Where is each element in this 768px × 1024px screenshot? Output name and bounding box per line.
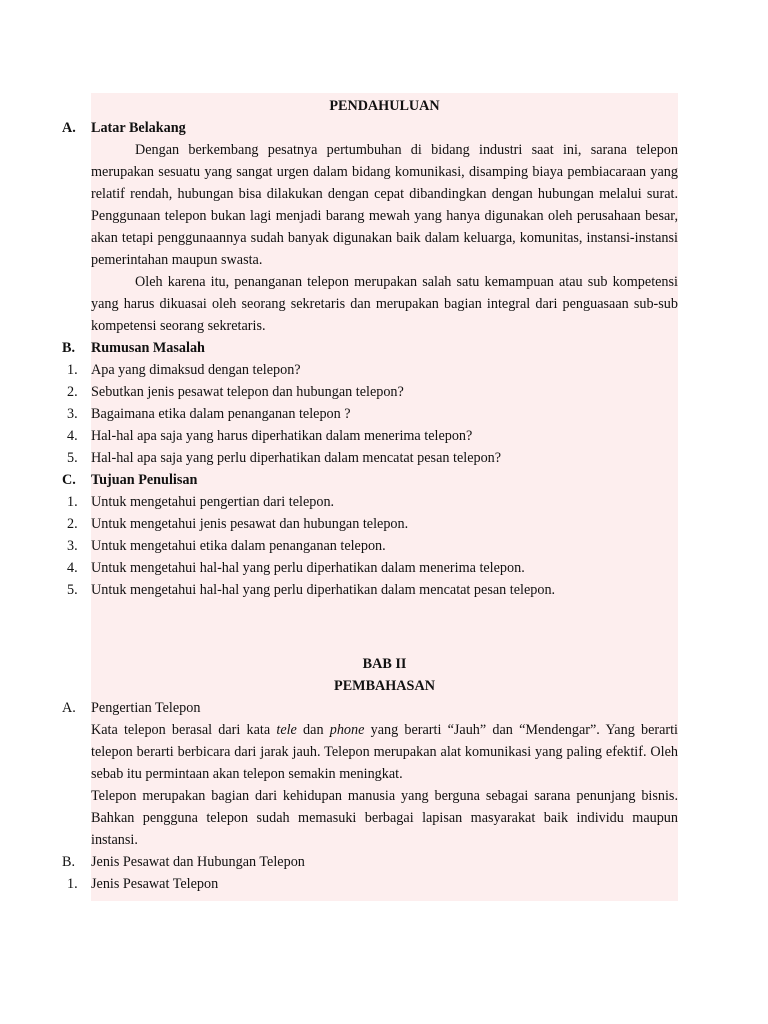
section-title: Pengertian Telepon	[91, 700, 201, 716]
list-item	[62, 491, 678, 513]
section-c-heading	[62, 469, 678, 491]
list-text: Untuk mengetahui hal-hal yang perlu diperhatikan dalam menerima telepon.	[91, 560, 525, 576]
list-item	[62, 425, 678, 447]
pengertian-paragraph-1	[91, 719, 678, 785]
italic-term: tele	[276, 722, 297, 738]
list-item	[62, 381, 678, 403]
section-title: Rumusan Masalah	[91, 340, 205, 356]
heading-pendahuluan: PENDAHULUAN	[329, 98, 440, 114]
list-text: Untuk mengetahui hal-hal yang perlu diperhatikan dalam mencatat pesan telepon.	[91, 582, 556, 598]
list-item	[62, 873, 678, 895]
section-title: Tujuan Penulisan	[91, 472, 198, 488]
section-2a-heading	[62, 697, 678, 719]
list-number: 4.	[67, 428, 78, 444]
document-content	[62, 95, 678, 895]
text-run: Kata telepon berasal dari kata	[91, 722, 277, 738]
list-item	[62, 535, 678, 557]
heading-bab-ii: BAB II	[362, 656, 407, 672]
list-text: Apa yang dimaksud dengan telepon?	[91, 362, 301, 378]
section-title: Jenis Pesawat dan Hubungan Telepon	[91, 854, 305, 870]
section-label: C.	[62, 472, 76, 488]
list-item	[62, 579, 678, 601]
latar-paragraph-2: Oleh karena itu, penanganan telepon merupakan salah satu kemampuan atau sub kompetensi yang harus dikuasai oleh seorang sekretaris dan merupakan bagian integral dari penguasaan sub-sub kompetensi seorang sekretaris.	[91, 274, 678, 334]
list-text: Hal-hal apa saja yang harus diperhatikan dalam menerima telepon?	[91, 428, 473, 444]
list-text: Hal-hal apa saja yang perlu diperhatikan dalam mencatat pesan telepon?	[91, 450, 502, 466]
list-item	[62, 447, 678, 469]
section-label: B.	[62, 854, 76, 870]
list-text: Jenis Pesawat Telepon	[91, 876, 219, 892]
list-text: Bagaimana etika dalam penanganan telepon ?	[91, 406, 351, 422]
list-text: Sebutkan jenis pesawat telepon dan hubungan telepon?	[91, 384, 404, 400]
section-title: Latar Belakang	[91, 120, 186, 136]
list-number: 3.	[67, 538, 78, 554]
section-a-heading	[62, 117, 678, 139]
list-text: Untuk mengetahui jenis pesawat dan hubungan telepon.	[91, 516, 409, 532]
latar-paragraph-1: Dengan berkembang pesatnya pertumbuhan di bidang industri saat ini, sarana telepon merupakan sesuatu yang sangat urgen dalam bidang komunikasi, disamping biaya pembiacaraan yang relatif rendah, hubungan bisa dilakukan dengan cepat dibandingkan dengan hubungan melalui surat. Penggunaan telepon bukan lagi menjadi barang mewah yang hanya digunakan oleh perusahaan besar, akan tetapi penggunaannya sudah banyak digunakan baik dalam keluarga, komunitas, instansi-instansi pemerintahan maupun swasta.	[91, 142, 678, 268]
section-2b-heading	[62, 851, 678, 873]
list-number: 1.	[67, 362, 78, 378]
list-text: Untuk mengetahui etika dalam penanganan telepon.	[91, 538, 386, 554]
list-text: Untuk mengetahui pengertian dari telepon.	[91, 494, 335, 510]
list-number: 5.	[67, 582, 78, 598]
list-number: 4.	[67, 560, 78, 576]
list-item	[62, 557, 678, 579]
section-label: B.	[62, 340, 76, 356]
text-run: yang berarti “Jauh” dan “Mendengar”. Yang berarti telepon berarti berbicara dari jarak jauh. Telepon merupakan alat komunikasi yang paling efektif. Oleh sebab itu permintaan akan telepon semakin meningkat.	[91, 722, 678, 782]
list-item	[62, 513, 678, 535]
list-number: 5.	[67, 450, 78, 466]
list-item	[62, 403, 678, 425]
text-run: dan	[296, 722, 330, 738]
page-gap	[62, 601, 678, 653]
list-number: 2.	[67, 516, 78, 532]
list-number: 1.	[67, 494, 78, 510]
section-b-heading	[62, 337, 678, 359]
list-number: 2.	[67, 384, 78, 400]
section-label: A.	[62, 700, 76, 716]
italic-term: phone	[329, 722, 365, 738]
section-label: A.	[62, 120, 76, 136]
heading-pembahasan: PEMBAHASAN	[334, 678, 435, 694]
pengertian-paragraph-2: Telepon merupakan bagian dari kehidupan manusia yang berguna sebagai sarana penunjang bisnis. Bahkan pengguna telepon sudah memasuki berbagai lapisan masyarakat baik individu maupun instansi.	[91, 788, 678, 848]
list-item	[62, 359, 678, 381]
list-number: 3.	[67, 406, 78, 422]
list-number: 1.	[67, 876, 78, 892]
